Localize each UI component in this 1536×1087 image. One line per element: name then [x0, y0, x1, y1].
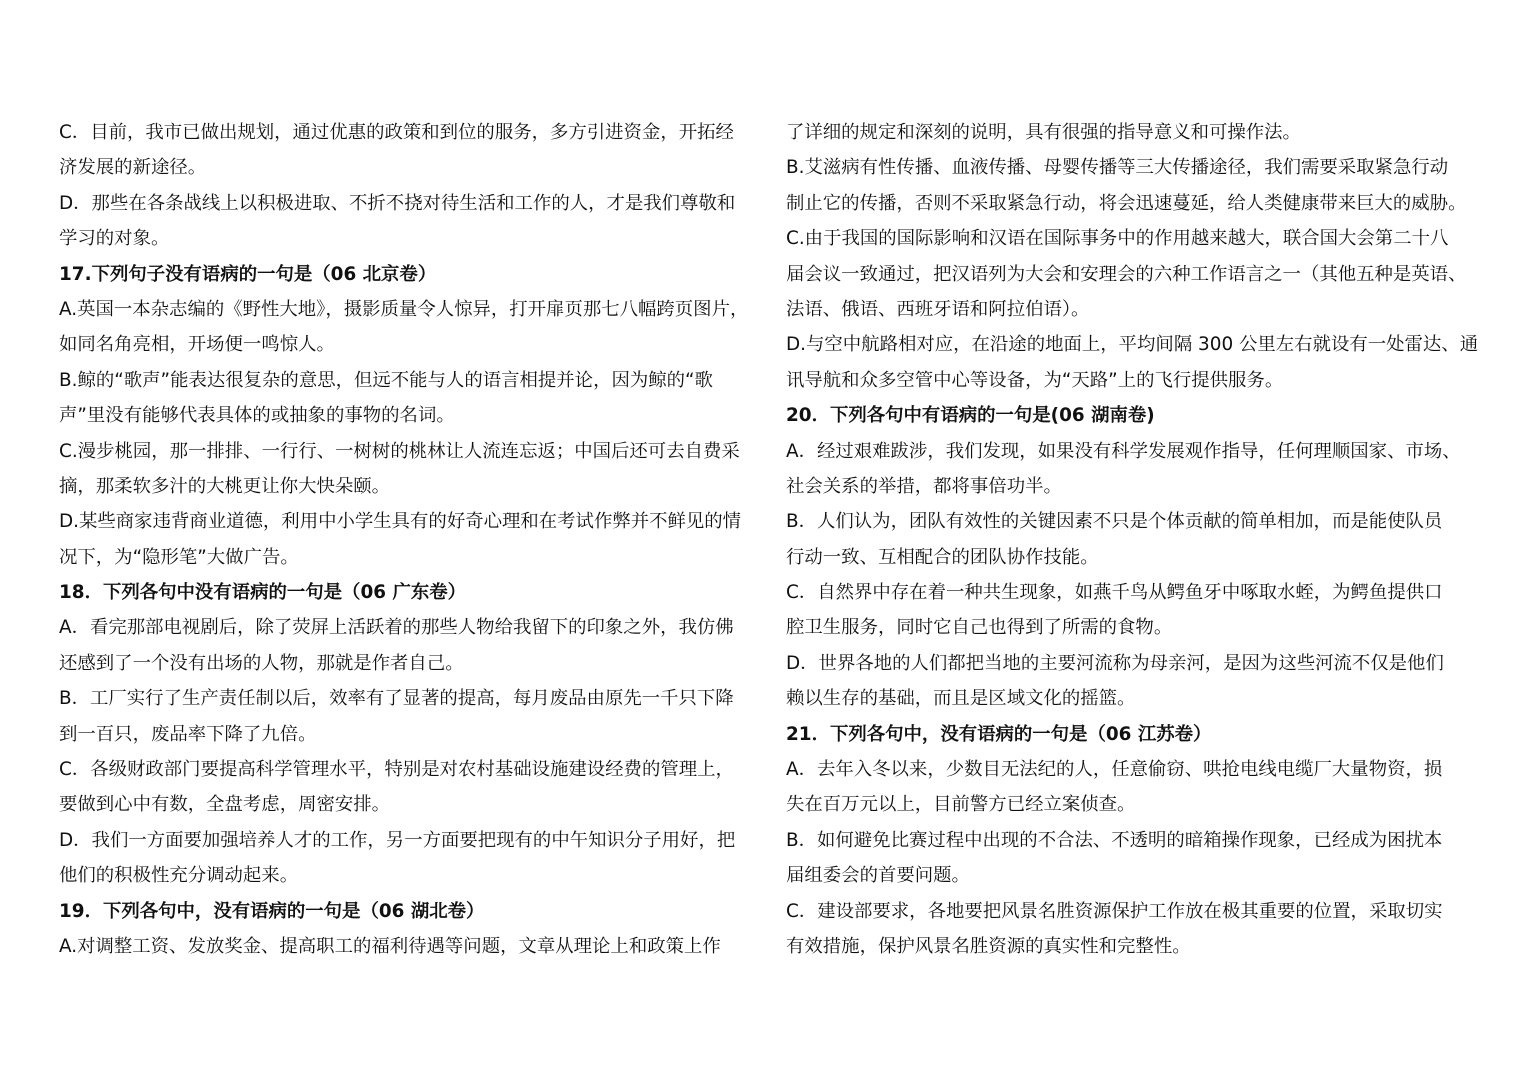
text-line: 腔卫生服务，同时它自己也得到了所需的食物。	[786, 617, 1173, 639]
question-heading: 17.下列句子没有语病的一句是（06 北京卷）	[59, 263, 437, 285]
text-line: A.对调整工资、发放奖金、提高职工的福利待遇等问题，文章从理论上和政策上作	[59, 935, 721, 957]
text-line: 法语、俄语、西班牙语和阿拉伯语）。	[786, 298, 1090, 320]
text-line: 要做到心中有数，全盘考虑，周密安排。	[59, 794, 391, 816]
text-line: 况下，为“隐形笔”大做广告。	[59, 546, 299, 568]
text-line: D．我们一方面要加强培养人才的工作，另一方面要把现有的中午知识分子用好，把	[59, 829, 736, 851]
text-line: A．经过艰难跋涉，我们发现，如果没有科学发展观作指导，任何理顺国家、市场、	[786, 440, 1461, 462]
text-line: C.由于我国的国际影响和汉语在国际事务中的作用越来越大，联合国大会第二十八	[786, 228, 1449, 250]
text-line: B．工厂实行了生产责任制以后，效率有了显著的提高，每月废品由原先一千只下降	[59, 688, 734, 710]
text-line: C．各级财政部门要提高科学管理水平，特别是对农村基础设施建设经费的管理上，	[59, 759, 734, 781]
left-column	[59, 115, 753, 964]
text-line: C.漫步桃园，那一排排、一行行、一树树的桃林让人流连忘返；中国后还可去自费采	[59, 440, 740, 462]
text-line: B．如何避免比赛过程中出现的不合法、不透明的暗箱操作现象，已经成为困扰本	[786, 829, 1443, 851]
right-column	[786, 115, 1484, 964]
question-heading: 21．下列各句中，没有语病的一句是（06 江苏卷）	[786, 723, 1212, 745]
question-heading: 20．下列各句中有语病的一句是(06 湖南卷)	[786, 405, 1155, 427]
text-line: 到一百只，废品率下降了九倍。	[59, 723, 317, 745]
text-line: B．人们认为，团队有效性的关键因素不只是个体贡献的简单相加，而是能使队员	[786, 511, 1443, 533]
text-line: C．建设部要求，各地要把风景名胜资源保护工作放在极其重要的位置，采取切实	[786, 900, 1443, 922]
text-line: 声”里没有能够代表具体的或抽象的事物的名词。	[59, 405, 455, 427]
text-line: D．那些在各条战线上以积极进取、不折不挠对待生活和工作的人，才是我们尊敬和	[59, 192, 736, 214]
text-line: 届组委会的首要问题。	[786, 865, 970, 887]
text-line: 有效措施，保护风景名胜资源的真实性和完整性。	[786, 935, 1191, 957]
text-line: A.英国一本杂志编的《野性大地》，摄影质量令人惊异，打开扉页那七八幅跨页图片，	[59, 298, 749, 320]
text-line: 如同名角亮相，开场便一鸣惊人。	[59, 334, 335, 356]
text-line: 届会议一致通过，把汉语列为大会和安理会的六种工作语言之一（其他五种是英语、	[786, 263, 1467, 285]
text-line: 失在百万元以上，目前警方已经立案侦查。	[786, 794, 1136, 816]
text-line: 摘，那柔软多汁的大桃更让你大快朵颐。	[59, 475, 391, 497]
text-line: A．去年入冬以来，少数目无法纪的人，任意偷窃、哄抢电线电缆厂大量物资，损	[786, 759, 1443, 781]
text-line: 讯导航和众多空管中心等设备，为“天路”上的飞行提供服务。	[786, 369, 1284, 391]
text-line: 他们的积极性充分调动起来。	[59, 865, 299, 887]
text-line: D．世界各地的人们都把当地的主要河流称为母亲河，是因为这些河流不仅是他们	[786, 652, 1444, 674]
text-line: C．目前，我市已做出规划，通过优惠的政策和到位的服务，多方引进资金，开拓经	[59, 122, 734, 143]
text-line: D.与空中航路相对应，在沿途的地面上，平均间隔 300 公里左右就设有一处雷达、通	[786, 334, 1479, 356]
text-line: 制止它的传播，否则不采取紧急行动，将会迅速蔓延，给人类健康带来巨大的威胁。	[786, 192, 1467, 214]
text-line: C．自然界中存在着一种共生现象，如燕千鸟从鳄鱼牙中啄取水蛭，为鳄鱼提供口	[786, 582, 1443, 604]
text-line: A．看完那部电视剧后，除了荧屏上活跃着的那些人物给我留下的印象之外，我仿佛	[59, 617, 734, 639]
text-line: 济发展的新途径。	[59, 157, 207, 179]
text-line: 还感到了一个没有出场的人物，那就是作者自己。	[59, 652, 464, 674]
text-line: 赖以生存的基础，而且是区域文化的摇篮。	[786, 688, 1136, 710]
text-line: 学习的对象。	[59, 228, 170, 250]
question-heading: 19．下列各句中，没有语病的一句是（06 湖北卷）	[59, 900, 485, 922]
text-line: 行动一致、互相配合的团队协作技能。	[786, 546, 1099, 568]
question-heading: 18．下列各句中没有语病的一句是（06 广东卷）	[59, 582, 467, 604]
text-line: D.某些商家违背商业道德，利用中小学生具有的好奇心理和在考试作弊并不鲜见的情	[59, 511, 742, 533]
text-line: B.艾滋病有性传播、血液传播、母婴传播等三大传播途径，我们需要采取紧急行动	[786, 157, 1449, 179]
text-line: 了详细的规定和深刻的说明，具有很强的指导意义和可操作法。	[786, 122, 1301, 143]
text-line: 社会关系的举措，都将事倍功半。	[786, 475, 1062, 497]
text-line: B.鲸的“歌声”能表达很复杂的意思，但远不能与人的语言相提并论，因为鲸的“歌	[59, 369, 713, 391]
